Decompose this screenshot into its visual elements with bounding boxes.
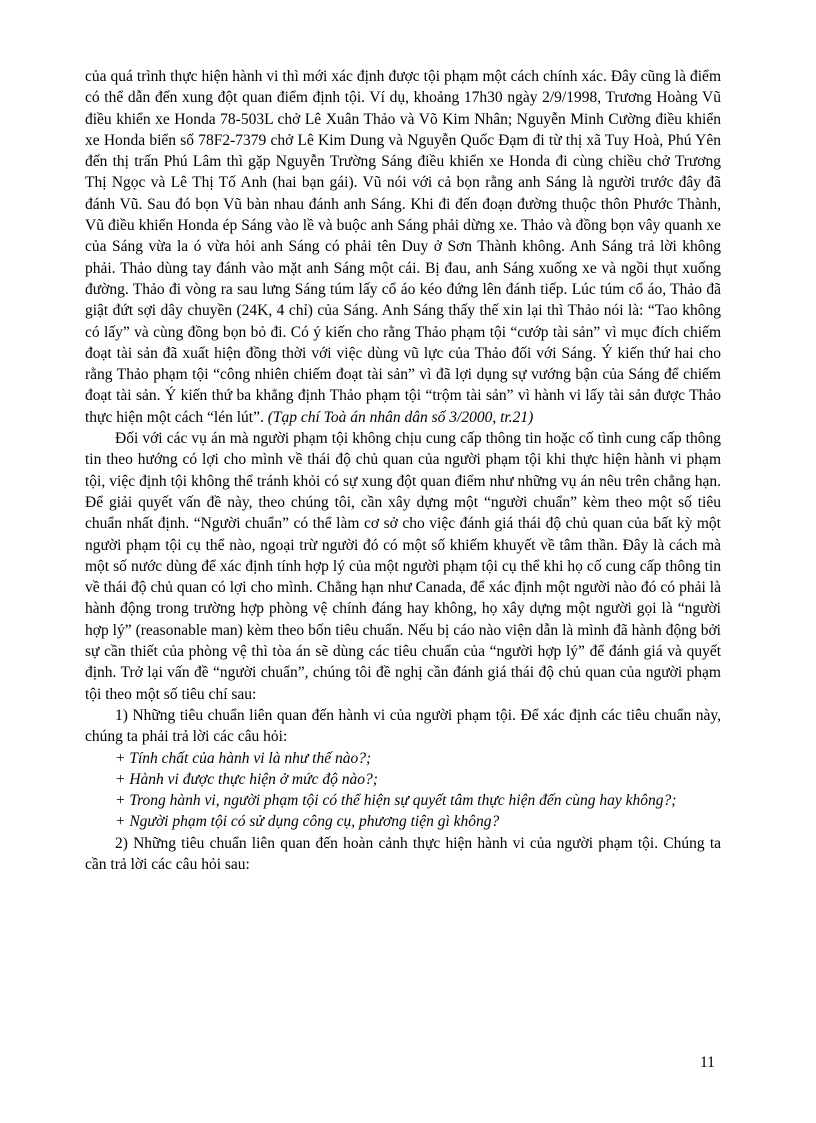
document-body <box>85 66 721 875</box>
paragraph-criteria-behavior: 1) Những tiêu chuẩn liên quan đến hành vi của người phạm tội. Để xác định các tiêu chuẩn này, chúng ta phải trả lời các câu hỏi: <box>85 706 721 746</box>
paragraph-text: của quá trình thực hiện hành vi thì mới xác định được tội phạm một cách chính xác. Đây cũng là điểm có thể dẫn đến xung đột quan điểm định tội. Ví dụ, khoảng 17h30 ngày 2/9/1998, Trương Hoàng Vũ điều khiển xe Honda 78-503L chở Lê Xuân Thảo và Võ Kim Nhân; Nguyễn Minh Cường điều khiển xe Honda biển số 78F2-7379 chở Lê Kim Dung và Nguyễn Quốc Đạm đi từ thị xã Tuy Hoà, Phú Yên đến thị trấn Phú Lâm thì gặp Nguyễn Trường Sáng điều khiển xe Honda đi cùng chiều chở Trương Thị Ngọc và Lê Thị Tố Anh (hai bạn gái). Vũ nói với cả bọn rằng anh Sáng là người trước đây đã đánh Vũ. Sau đó bọn Vũ bàn nhau đánh anh Sáng. Khi đi đến đoạn đường thuộc thôn Phước Thành, Vũ điều khiển Honda ép Sáng vào lề và buộc anh Sáng phải dừng xe. Thảo và đồng bọn vây quanh xe của Sáng vừa la ó vừa hỏi anh Sáng có phải tên Duy ở Sơn Thành không. Anh Sáng trả lời không phải. Thảo dùng tay đánh vào mặt anh Sáng một cái. Bị đau, anh Sáng xuống xe và ngồi thụt xuống đường. Thảo đi vòng ra sau lưng Sáng túm lấy cổ áo kéo đứng lên đánh tiếp. Lúc túm cổ áo, Thảo đã giật đứt sợi dây chuyền (24K, 4 chỉ) của Sáng. Anh Sáng thấy thế xin lại thì Thảo nói là: “Tao không có lấy” và cùng đồng bọn bỏ đi. Có ý kiến cho rằng Thảo phạm tội “cướp tài sản” vì mục đích chiếm đoạt tài sản đã xuất hiện đồng thời với việc dùng vũ lực của Thảo đối với Sáng. Ý kiến thứ hai cho rằng Thảo phạm tội “công nhiên chiếm đoạt tài sản” vì đã lợi dụng sự vướng bận của Sáng để chiếm đoạt tài sản. Ý kiến thứ ba khẳng định Thảo phạm tội “trộm tài sản” vì hành vi lấy tài sản được Thảo thực hiện một cách “lén lút”. <box>85 68 721 426</box>
question-item: + Trong hành vi, người phạm tội có thể hiện sự quyết tâm thực hiện đến cùng hay không?; <box>115 792 677 810</box>
question-item: + Hành vi được thực hiện ở mức độ nào?; <box>115 770 378 788</box>
paragraph-case-example <box>85 66 721 428</box>
question-item: + Tính chất của hành vi là như thế nào?; <box>115 749 372 767</box>
question-item: + Người phạm tội có sử dụng công cụ, phương tiện gì không? <box>115 813 500 831</box>
paragraph-criteria-circumstances: 2) Những tiêu chuẩn liên quan đến hoàn cảnh thực hiện hành vi của người phạm tội. Chúng ta cần trả lời các câu hỏi sau: <box>85 834 721 873</box>
citation: (Tạp chí Toà án nhân dân số 3/2000, tr.21) <box>267 408 534 426</box>
paragraph-standard-person: Đối với các vụ án mà người phạm tội không chịu cung cấp thông tin hoặc cố tình cung cấp thông tin theo hướng có lợi cho mình về thái độ chủ quan của người phạm tội khi thực hiện hành vi phạm tội, việc định tội không thể tránh khỏi có sự xung đột quan điểm như những vụ án nêu trên chẳng hạn. Để giải quyết vấn đề này, theo chúng tôi, cần xây dựng một “người chuẩn” kèm theo một số tiêu chuẩn nhất định. “Người chuẩn” có thể làm cơ sở cho việc đánh giá thái độ chủ quan của bất kỳ một người phạm tội cụ thể nào, ngoại trừ người đó có một số khiếm khuyết về tâm thần. Đây là cách mà một số nước dùng để xác định tính hợp lý của một người phạm tội cụ thể khi họ cố cung cấp thông tin về thái độ chủ quan có lợi cho mình. Chẳng hạn như Canada, để xác định một người nào đó có phải là hành động trong trường hợp phòng vệ chính đáng hay không, họ xây dựng một người gọi là “người hợp lý” (reasonable man) kèm theo bốn tiêu chuẩn. Nếu bị cáo nào viện dẫn là mình đã hành động bởi sự cần thiết của phòng vệ thì tòa án sẽ dùng các tiêu chuẩn của “người hợp lý” để đánh giá và quyết định. Trở lại vấn đề “người chuẩn”, chúng tôi đề nghị cần đánh giá thái độ chủ quan của người phạm tội theo một số tiêu chí sau: <box>85 430 721 703</box>
page-number: 11 <box>700 1054 715 1071</box>
